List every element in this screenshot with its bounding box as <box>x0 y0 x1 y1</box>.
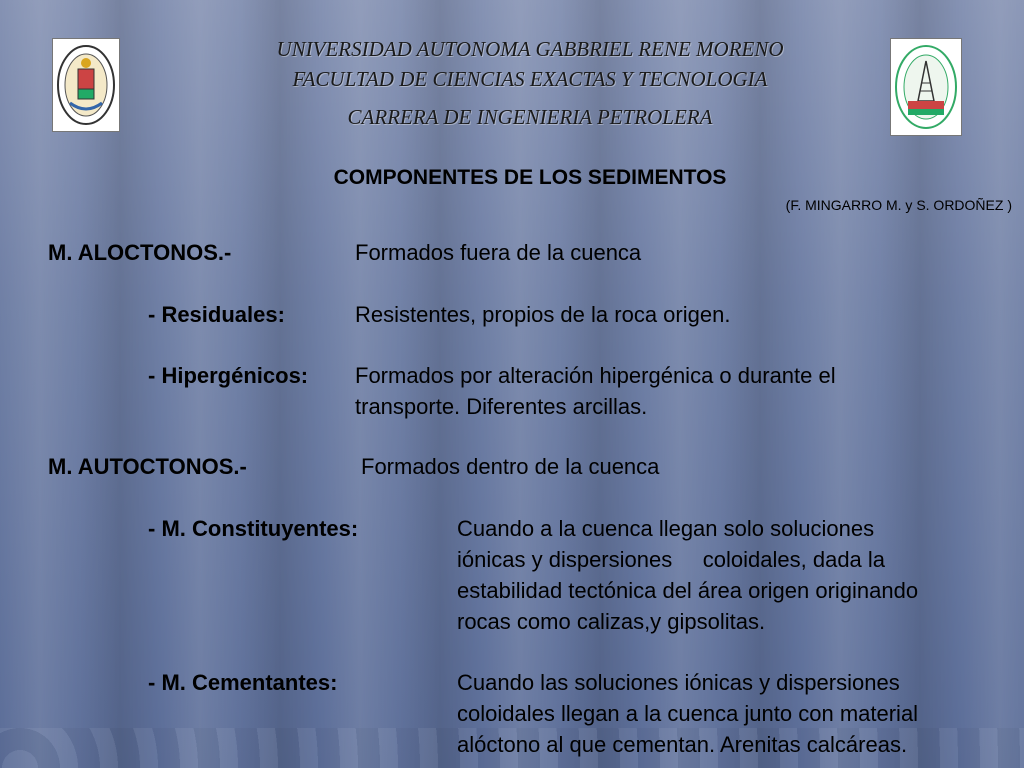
alloctonos-description: Formados fuera de la cuenca <box>355 240 642 265</box>
source-citation: (F. MINGARRO M. y S. ORDOÑEZ ) <box>785 197 1012 213</box>
alloctonos-label: M. ALOCTONOS.- <box>48 240 232 265</box>
page-title: COMPONENTES DE LOS SEDIMENTOS <box>333 166 727 189</box>
university-name: UNIVERSIDAD AUTONOMA GABBRIEL RENE MORENO <box>276 37 784 61</box>
career-name: CARRERA DE INGENIERIA PETROLERA <box>347 105 713 129</box>
cementantes-description-line: Cuando las soluciones iónicas y dispersiones <box>457 670 900 695</box>
university-seal-icon <box>52 38 120 132</box>
constituyentes-label: - M. Constituyentes: <box>148 516 359 541</box>
autoctonos-description: Formados dentro de la cuenca <box>361 454 660 479</box>
constituyentes-description-line: Cuando a la cuenca llegan solo soluciones <box>457 516 875 541</box>
autoctonos-label: M. AUTOCTONOS.- <box>48 454 247 479</box>
constituyentes-description-line: rocas como calizas,y gipsolitas. <box>457 609 766 634</box>
hipergenicos-label: - Hipergénicos: <box>148 363 309 388</box>
faculty-name: FACULTAD DE CIENCIAS EXACTAS Y TECNOLOGIA <box>292 67 768 91</box>
cementantes-label: - M. Cementantes: <box>148 670 338 695</box>
constituyentes-description-line: iónicas y dispersiones coloidales, dada la <box>457 547 886 572</box>
cementantes-description-line: alóctono al que cementan. Arenitas calcáreas. <box>457 732 908 757</box>
hipergenicos-description-line: transporte. Diferentes arcillas. <box>355 394 648 419</box>
residuales-label: - Residuales: <box>148 302 285 327</box>
hipergenicos-description-line: Formados por alteración hipergénica o durante el <box>355 363 836 388</box>
residuales-description: Resistentes, propios de la roca origen. <box>355 302 731 327</box>
cementantes-description-line: coloidales llegan a la cuenca junto con material <box>457 701 919 726</box>
petroleum-engineering-seal-icon <box>890 38 962 136</box>
constituyentes-description-line: estabilidad tectónica del área origen originando <box>457 578 919 603</box>
